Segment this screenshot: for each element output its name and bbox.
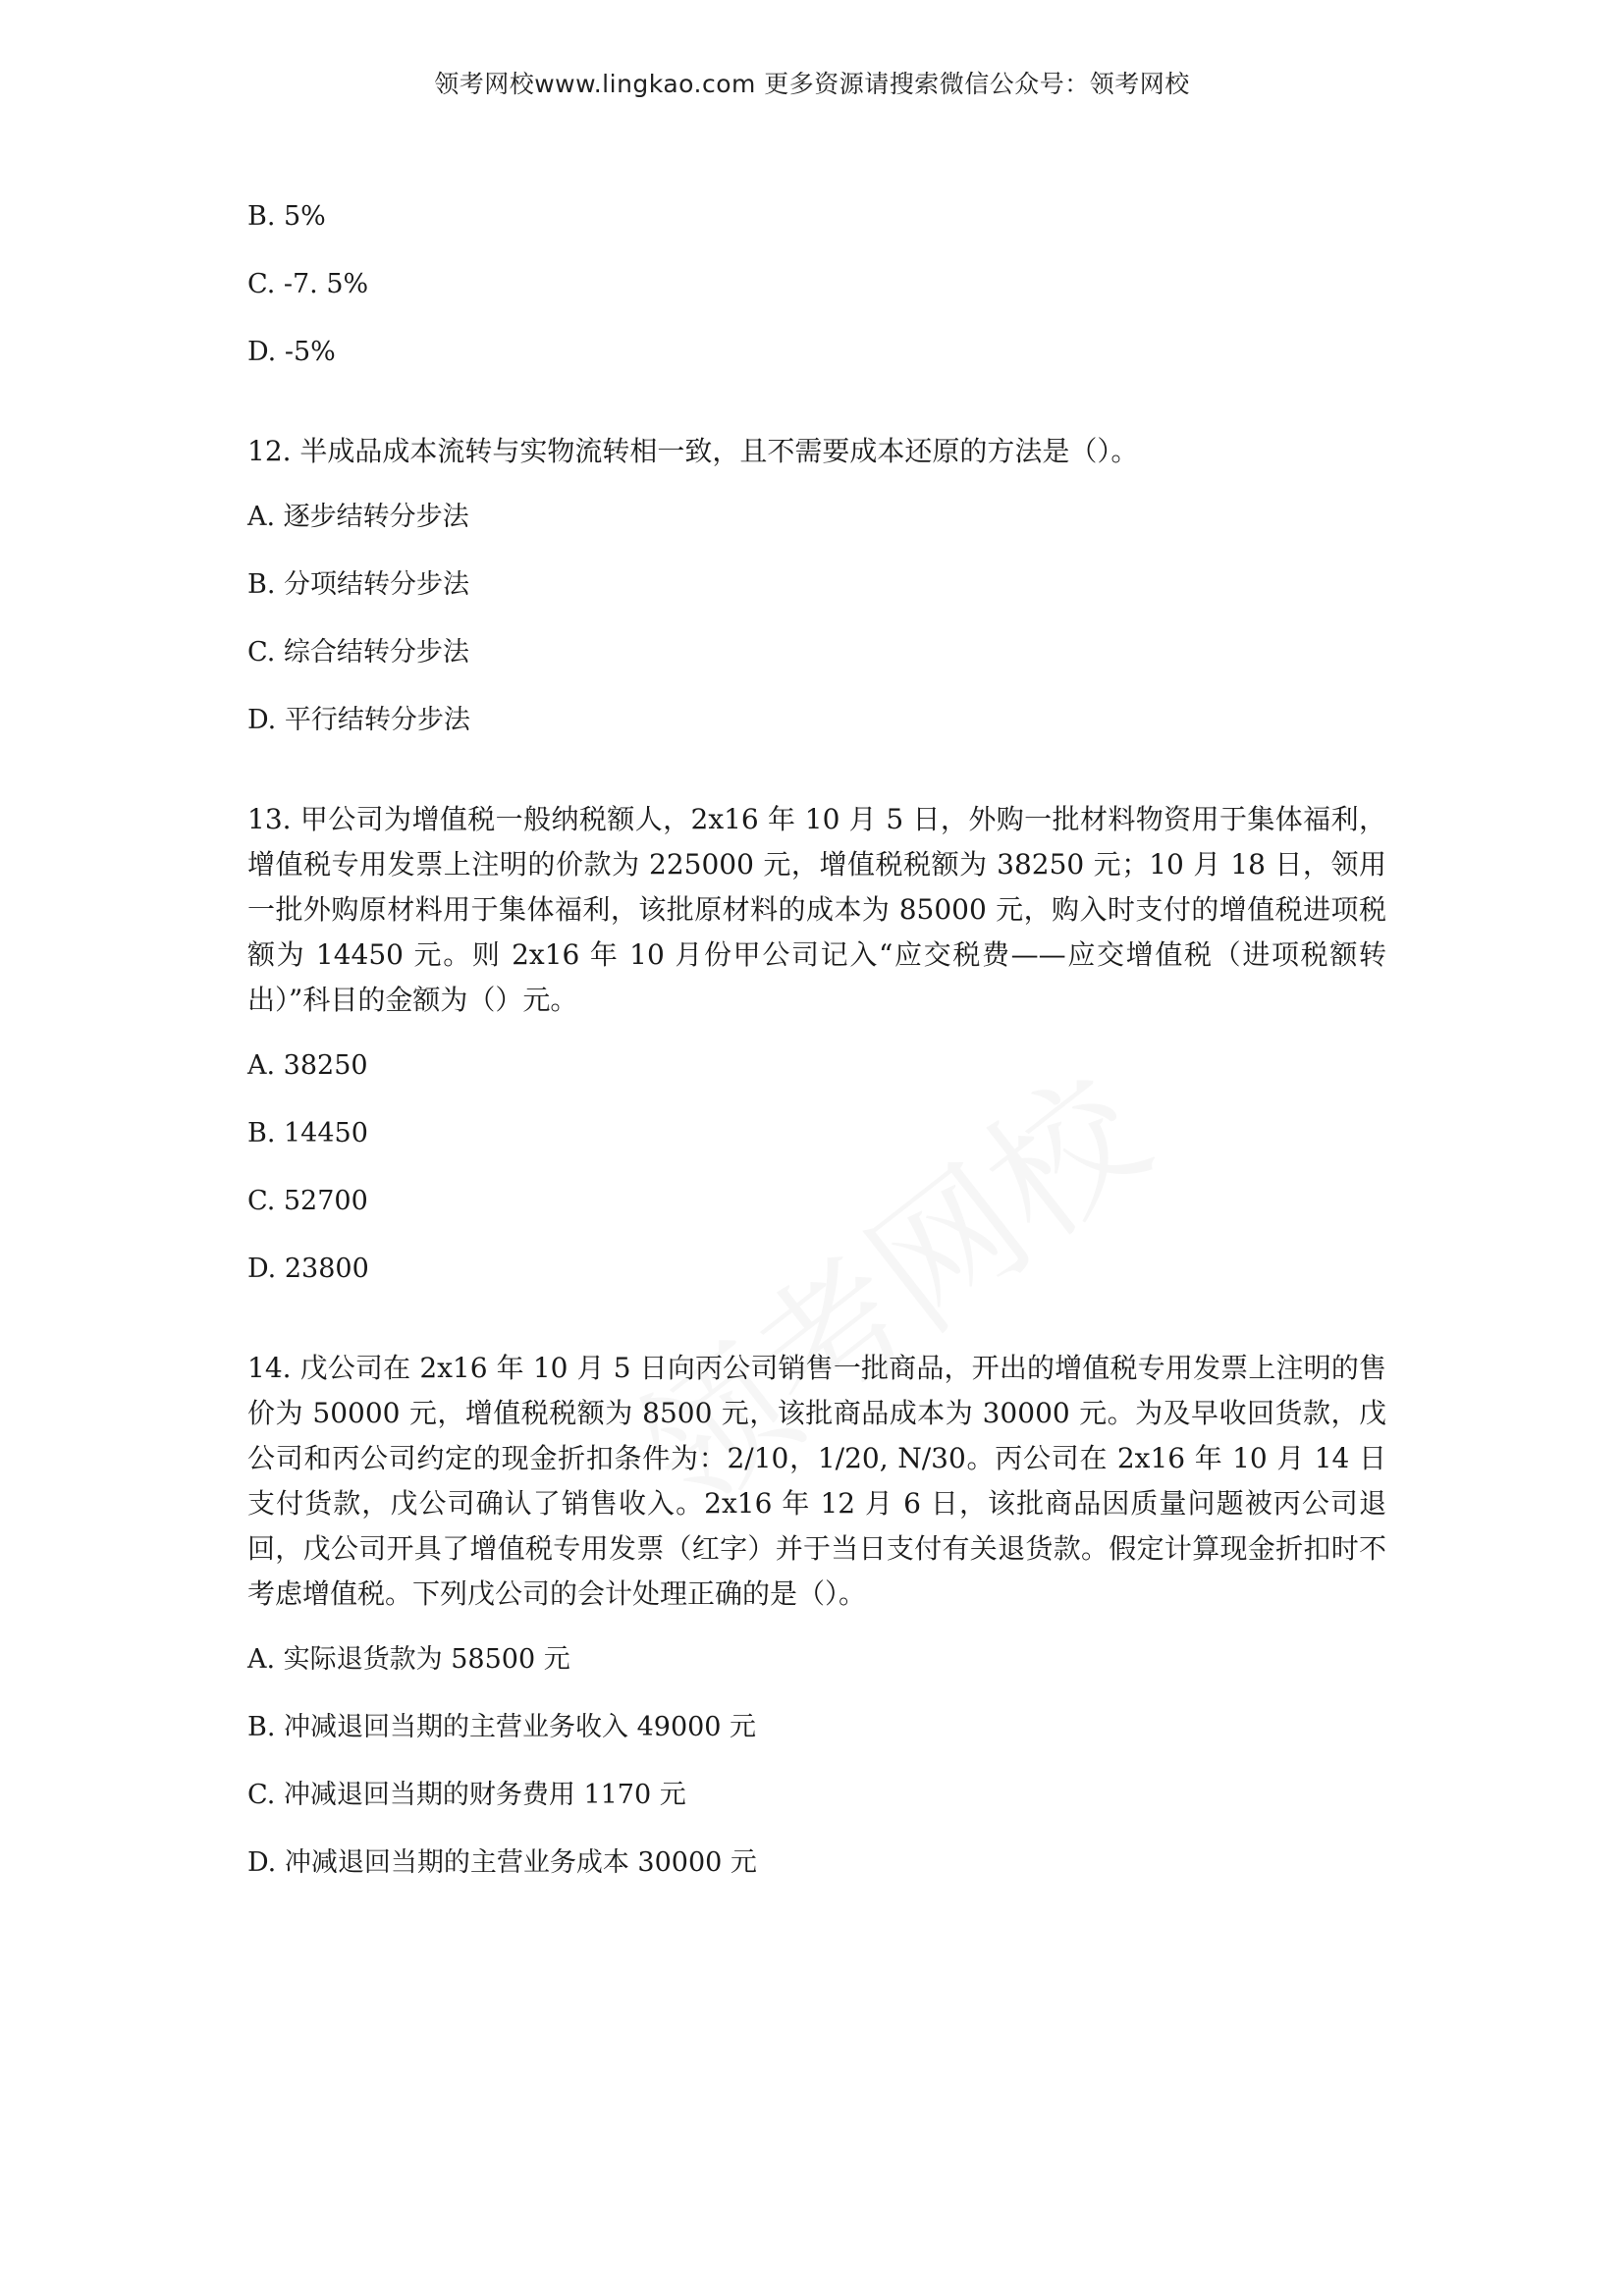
option-d: D. -5% xyxy=(247,337,336,367)
option-a: A. 实际退货款为 58500 元 xyxy=(247,1644,570,1675)
option-d: D. 平行结转分步法 xyxy=(247,705,470,735)
option-d: D. 冲减退回当期的主营业务成本 30000 元 xyxy=(247,1847,757,1878)
option-c: C. 52700 xyxy=(247,1186,368,1216)
option-c: C. 冲减退回当期的财务费用 1170 元 xyxy=(247,1780,686,1810)
option-c: C. 综合结转分步法 xyxy=(247,637,469,667)
option-b: B. 5% xyxy=(247,201,326,232)
option-a: A. 38250 xyxy=(247,1050,368,1081)
page-header: 领考网校www.lingkao.com 更多资源请搜索微信公众号：领考网校 xyxy=(434,70,1190,98)
option-c: C. -7. 5% xyxy=(247,269,369,299)
question-stem: 14. 戊公司在 2x16 年 10 月 5 日向丙公司销售一批商品，开出的增值税专用发票上注明的售价为 50000 元，增值税税额为 8500 元，该批商品成本为 30000 元。为及早收回货款，戊公司和丙公司约定的现金折扣条件为：2/10，1/20, N/30。丙公司在 2x16 年 10 月 14 日支付货款，戊公司确认了销售收入。2x16 年 12 月 6 日，该批商品因质量问题被丙公司退回，戊公司开具了增值税专用发票（红字）并于当日支付有关退货款。假定计算现金折扣时不考虑增值税。下列戊公司的会计处理正确的是（）。 xyxy=(247,1352,1386,1610)
option-b: B. 14450 xyxy=(247,1118,368,1148)
question-12 xyxy=(247,429,1386,736)
question-14 xyxy=(247,1346,1386,1879)
option-d: D. 23800 xyxy=(247,1254,369,1284)
document-body xyxy=(247,201,1386,1915)
question-stem: 12. 半成品成本流转与实物流转相一致，且不需要成本还原的方法是（）。 xyxy=(247,435,1139,467)
option-a: A. 逐步结转分步法 xyxy=(247,502,469,532)
question-stem: 13. 甲公司为增值税一般纳税额人，2x16 年 10 月 5 日，外购一批材料物资用于集体福利，增值税专用发票上注明的价款为 225000 元，增值税税额为 38250 元；10 月 18 日，领用一批外购原材料用于集体福利，该批原材料的成本为 85000 元，购入时支付的增值税进项税额为 14450 元。则 2x16 年 10 月份甲公司记入“应交税费——应交增值税（进项税额转出）”科目的金额为（）元。 xyxy=(247,803,1386,1016)
option-b: B. 冲减退回当期的主营业务收入 49000 元 xyxy=(247,1712,757,1742)
question-13 xyxy=(247,797,1386,1285)
option-b: B. 分项结转分步法 xyxy=(247,569,470,600)
prev-question-options xyxy=(247,201,1386,368)
